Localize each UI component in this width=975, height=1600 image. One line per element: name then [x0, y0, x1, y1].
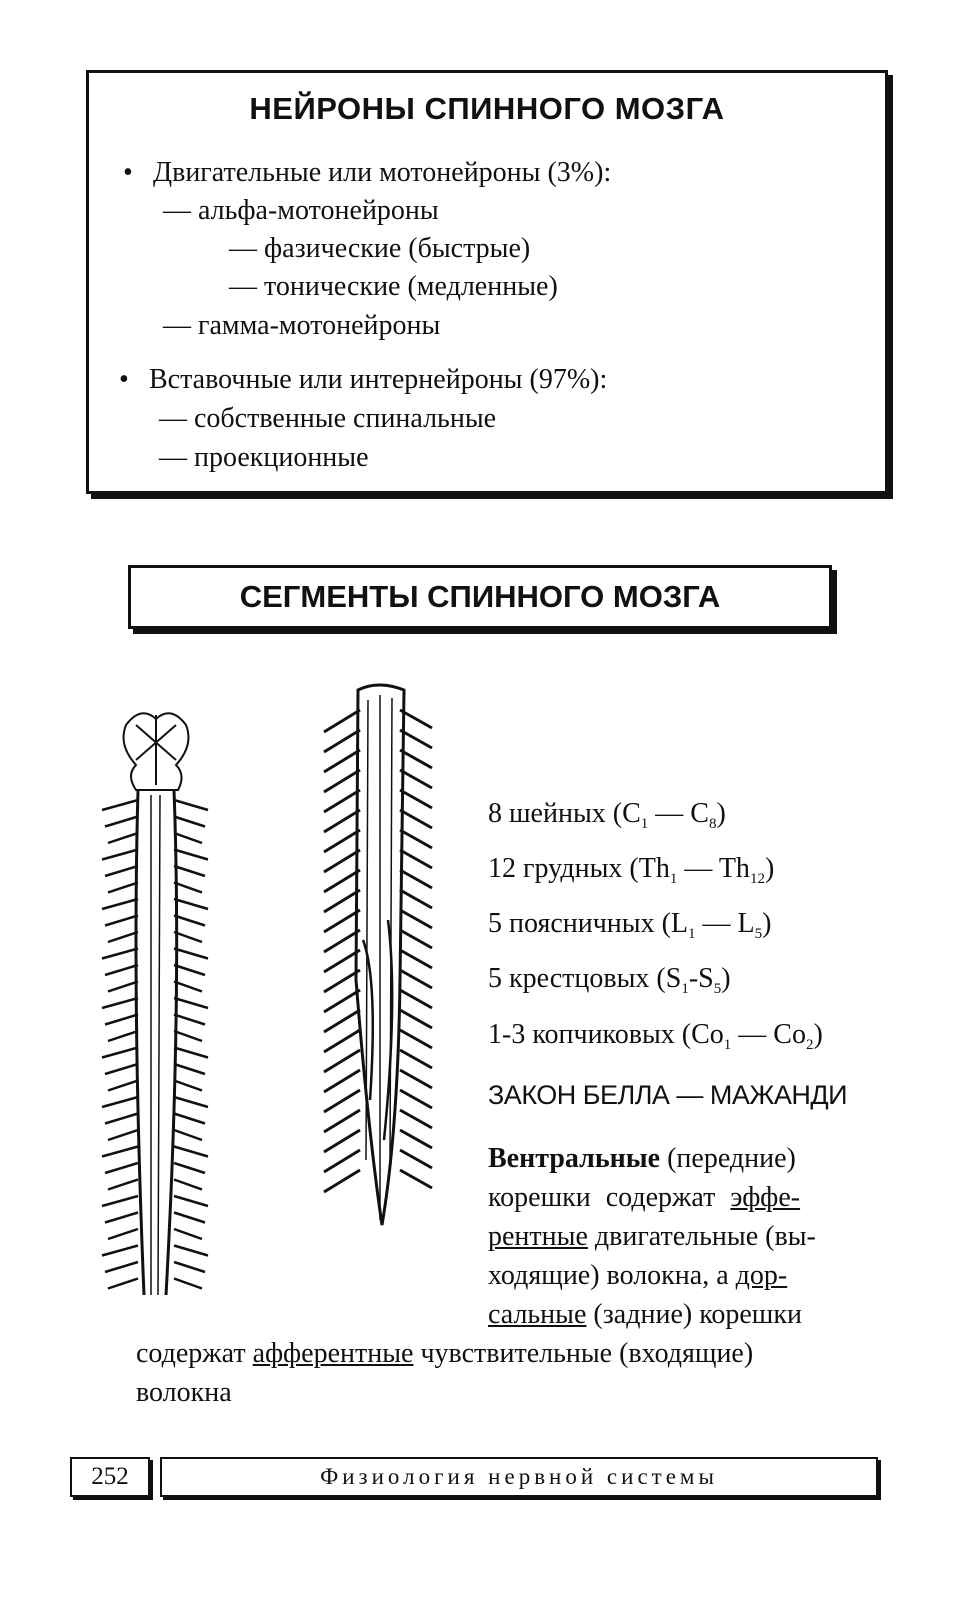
nerve-root-right [400, 1130, 432, 1148]
phasic-motoneurons: — фазические (быстрые) [229, 233, 531, 264]
nerve-root-right [174, 916, 205, 926]
nerve-root-left [105, 1064, 138, 1074]
nerve-root-right [174, 1163, 205, 1173]
neurons-title: НЕЙРОНЫ СПИННОГО МОЗГА [249, 91, 725, 126]
nerve-root-right [174, 982, 202, 992]
nerve-root-left [324, 1070, 360, 1092]
nerve-root-left [108, 833, 138, 843]
nerve-root-left [324, 810, 360, 832]
nerve-root-right [174, 1147, 208, 1157]
nerve-root-right [174, 800, 208, 810]
nerve-root-left [105, 866, 138, 876]
alpha-motoneurons: — альфа-мотонейроны [163, 195, 439, 226]
nerve-root-left [324, 1150, 360, 1172]
paragraph-line-2: корешки содержат эффе- [488, 1182, 801, 1213]
nerve-root-right [174, 883, 202, 893]
nerve-root-right [400, 1150, 432, 1168]
nerve-root-right [400, 970, 432, 988]
nerve-root-right [400, 890, 432, 908]
nerve-root-left [324, 890, 360, 912]
nerve-root-right [174, 949, 208, 959]
nerve-root-right [174, 1097, 208, 1107]
nerve-root-left [108, 1180, 138, 1190]
interneurons-label: • Вставочные или интернейроны (97%): [149, 364, 607, 396]
nerve-root-left [324, 1110, 360, 1132]
nerve-root-left [102, 1246, 138, 1256]
nerve-root-right [174, 1279, 202, 1289]
nerve-root-right [174, 1031, 202, 1041]
nerve-root-left [324, 1090, 360, 1112]
nerve-root-left [102, 800, 138, 810]
nerve-root-left [324, 1050, 360, 1072]
nerve-root-left [108, 932, 138, 942]
segment-lumbar: 5 поясничных ($L_1$ — $L_5$) [488, 908, 772, 942]
nerve-root-right [400, 1070, 432, 1088]
nerve-root-left [108, 1031, 138, 1041]
nerve-root-right [174, 932, 202, 942]
motor-neurons-label: • Двигательные или мотонейроны (3%): [153, 157, 611, 189]
nerve-root-left [324, 930, 360, 952]
nerve-root-left [108, 1279, 138, 1289]
nerve-root-left [324, 1130, 360, 1152]
nerve-root-right [400, 950, 432, 968]
own-spinal-interneurons: — собственные спинальные [159, 403, 497, 434]
paragraph-line-4: ходящие) волокна, а дор- [488, 1260, 788, 1291]
nerve-root-right [174, 1213, 205, 1223]
nerve-root-right [400, 1090, 432, 1108]
nerve-root-left [324, 850, 360, 872]
tonic-motoneurons: — тонические (медленные) [229, 271, 558, 302]
nerve-root-left [324, 830, 360, 852]
nerve-root-right [174, 850, 208, 860]
nerve-root-left [102, 1097, 138, 1107]
nerve-root-right [174, 899, 208, 909]
nerve-root-left [324, 870, 360, 892]
nerve-root-left [102, 850, 138, 860]
nerve-root-right [174, 866, 205, 876]
nerve-root-right [400, 770, 432, 788]
nerve-root-right [400, 930, 432, 948]
nerve-root-left [324, 750, 360, 772]
nerve-root-right [174, 1114, 205, 1124]
nerve-root-right [400, 870, 432, 888]
paragraph-line-6: содержат афферентные чувствительные (входящие) [136, 1338, 754, 1369]
nerve-root-right [174, 1262, 205, 1272]
nerve-root-right [174, 1048, 208, 1058]
running-title: Физиология нервной системы [160, 1457, 878, 1497]
segment-thoracic: 12 грудных ($Th_1$ — $Th_{12}$) [488, 853, 775, 887]
nerve-root-right [400, 1030, 432, 1048]
nerve-root-right [400, 810, 432, 828]
nerve-root-right [400, 790, 432, 808]
segment-coccygeal: 1-3 копчиковых ($Co_1$ — $Co_2$) [488, 1019, 823, 1053]
nerve-root-left [105, 1262, 138, 1272]
spinal-cord-side-illustration [318, 680, 438, 1240]
segments-box [128, 565, 832, 629]
nerve-root-left [105, 1015, 138, 1025]
nerve-root-left [108, 1081, 138, 1091]
nerve-root-left [324, 1170, 360, 1192]
nerve-root-left [102, 1196, 138, 1206]
nerve-root-left [324, 790, 360, 812]
nerve-root-left [324, 730, 360, 752]
gamma-motoneurons: — гамма-мотонейроны [163, 310, 441, 341]
nerve-root-right [400, 830, 432, 848]
nerve-root-right [400, 850, 432, 868]
nerve-root-right [400, 910, 432, 928]
paragraph-line-7: волокна [136, 1377, 232, 1408]
nerve-root-right [174, 1196, 208, 1206]
nerve-root-right [174, 817, 205, 827]
nerve-root-right [174, 1180, 202, 1190]
spinal-cord-front-illustration [96, 705, 216, 1305]
bell-magendie-law-heading: ЗАКОН БЕЛЛА — МАЖАНДИ [488, 1080, 848, 1110]
nerve-root-right [174, 1130, 202, 1140]
nerve-root-left [102, 1048, 138, 1058]
nerve-root-left [324, 710, 360, 732]
nerve-root-left [105, 1114, 138, 1124]
nerve-root-left [102, 949, 138, 959]
nerve-root-right [174, 1015, 205, 1025]
nerve-root-left [105, 1213, 138, 1223]
segment-sacral: 5 крестцовых $(S_1-S_5)$ [488, 963, 731, 997]
nerve-root-left [108, 1130, 138, 1140]
paragraph-line-5: сальные (задние) корешки [488, 1299, 802, 1330]
nerve-root-left [324, 1010, 360, 1032]
projection-interneurons: — проекционные [159, 442, 369, 473]
paragraph-line-3: рентные двигательные (вы- [488, 1221, 816, 1252]
segment-cervical: 8 шейных ($C_1$ — $C_8$) [488, 798, 726, 832]
nerve-root-right [400, 1170, 432, 1188]
nerve-root-left [324, 770, 360, 792]
nerve-root-left [108, 982, 138, 992]
nerve-root-right [400, 1110, 432, 1128]
page-number: 252 [70, 1457, 150, 1497]
nerve-root-left [102, 1147, 138, 1157]
nerve-root-left [105, 965, 138, 975]
nerve-root-left [108, 883, 138, 893]
nerve-root-left [108, 1229, 138, 1239]
nerve-root-left [324, 910, 360, 932]
nerve-root-right [174, 965, 205, 975]
nerve-root-right [400, 990, 432, 1008]
nerve-root-right [400, 1010, 432, 1028]
nerve-root-right [400, 750, 432, 768]
nerve-root-right [174, 1229, 202, 1239]
segments-title: СЕГМЕНТЫ СПИННОГО МОЗГА [239, 579, 721, 614]
nerve-root-left [105, 817, 138, 827]
nerve-root-right [174, 833, 202, 843]
nerve-root-right [174, 1246, 208, 1256]
paragraph-line-1: Вентральные (передние) [488, 1143, 796, 1174]
nerve-root-left [105, 1163, 138, 1173]
nerve-root-right [400, 1050, 432, 1068]
nerve-root-left [105, 916, 138, 926]
nerve-root-right [174, 1064, 205, 1074]
nerve-root-left [324, 990, 360, 1012]
nerve-root-right [174, 1081, 202, 1091]
nerve-root-left [324, 1030, 360, 1052]
nerve-root-right [174, 998, 208, 1008]
nerve-root-left [102, 899, 138, 909]
neurons-box [86, 70, 888, 494]
nerve-root-left [102, 998, 138, 1008]
